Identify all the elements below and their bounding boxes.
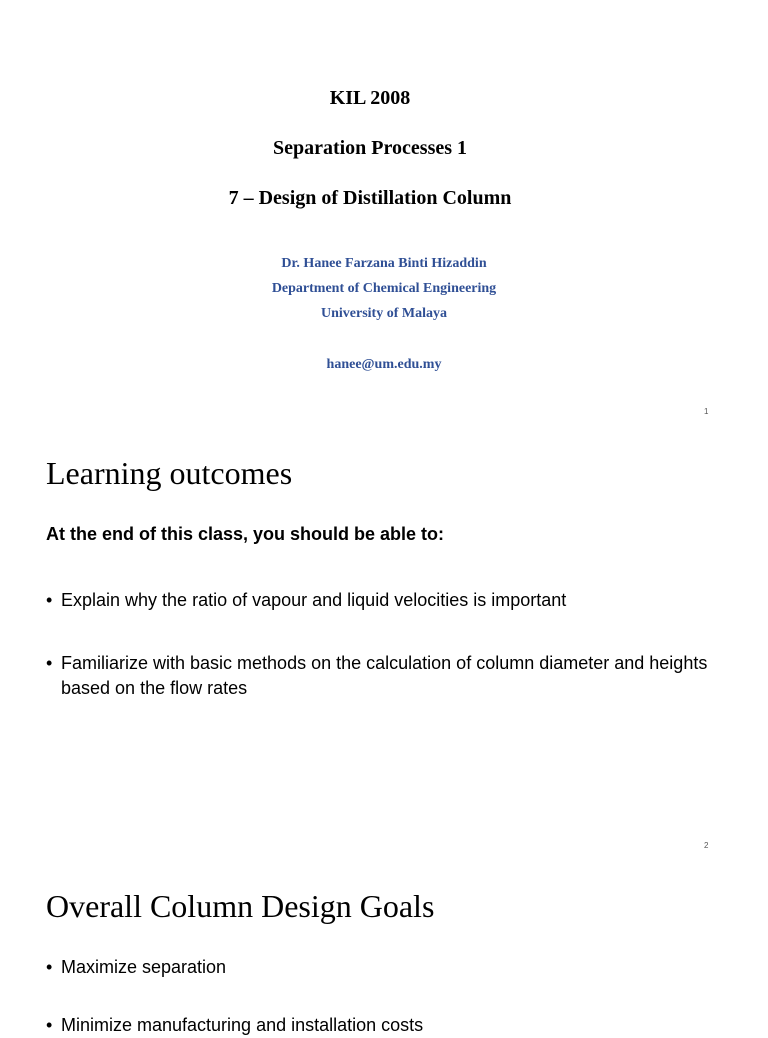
author-department: Department of Chemical Engineering	[271, 281, 497, 296]
page-number: 2	[704, 841, 709, 850]
slide-heading: Learning outcomes	[46, 455, 293, 491]
lecture-topic: 7 – Design of Distillation Column	[228, 187, 512, 209]
author-email: hanee@um.edu.my	[326, 357, 442, 372]
bullet-text: Minimize manufacturing and installation costs	[61, 1015, 424, 1035]
bullet-icon: •	[46, 590, 53, 610]
author-name: Dr. Hanee Farzana Binti Hizaddin	[281, 256, 487, 271]
author-university: University of Malaya	[321, 306, 447, 321]
bullet-text: Maximize separation	[61, 957, 227, 977]
intro-text: At the end of this class, you should be able to:	[46, 524, 445, 544]
bullet-icon: •	[46, 957, 53, 977]
bullet-text: Familiarize with basic methods on the calculation of column diameter and heights based on the flow rates	[61, 653, 708, 698]
bullet-item	[46, 1013, 726, 1038]
course-code: KIL 2008	[329, 87, 411, 109]
slide-heading: Overall Column Design Goals	[46, 888, 435, 924]
bullet-item	[46, 955, 726, 980]
course-name: Separation Processes 1	[272, 137, 468, 159]
bullet-icon: •	[46, 1015, 53, 1035]
bullet-icon: •	[46, 653, 53, 673]
bullet-text: Explain why the ratio of vapour and liquid velocities is important	[61, 590, 567, 610]
page-number: 1	[704, 407, 709, 416]
